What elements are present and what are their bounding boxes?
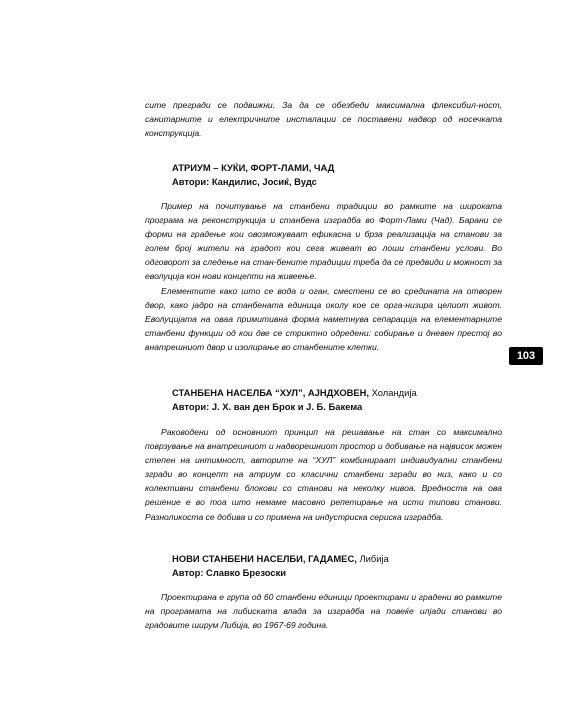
body-paragraph: Елементите како што се вода и оган, сместени се во средината на отворен двор, како јадро на станбената единица околу кое се орга-низира целиот живот. Еволуцијата на оваа примитивна форма наметнува сепарација на елементарните станбени функции од кои две се стриктно одредени: собирање и дневен престој во внатрешниот двор и изолирање во станбените клетки. xyxy=(145,285,502,352)
intro-text: сите прегради се подвижни. За да се обезбеди максимална флексибил-ност, санитарните и електричните инсталации се поставени надвор од носечката конструкција. xyxy=(145,100,502,139)
section-ghadames-settlements xyxy=(172,552,502,579)
section-country: Либија xyxy=(359,553,389,564)
section-title: АТРИУМ – КУЌИ, ФОРТ-ЛАМИ, ЧАД xyxy=(172,162,335,173)
body-paragraph: Проектирана е група од 60 станбени единици проектирани и градени во рамките на програмата на либиската влада за изградба на повеќе илјади станови во градовите ширум Либија, во 1967-69 година. xyxy=(145,592,502,631)
intro-paragraph xyxy=(145,98,502,140)
section-hul-body xyxy=(145,425,502,524)
page-number-badge: 103 xyxy=(509,347,543,365)
body-paragraph: Пример на почитување на станбени традиции во рамките на широката програма на реконструкција и станбена изградба во Форт-Лами (Чад). Барани се форми на градење кои овозможуваат ефикасна и брза реализација на станови за голем број жители на градот кои сега живеат во лоши станбени услови. Во одговорот за следење на стан-бените традиции треба да се предвиди и можност за еволуција кон нови концепти на живеење. xyxy=(145,201,502,282)
section-authors: Автори: Кандилис, Јосиќ, Вудс xyxy=(172,175,317,187)
body-paragraph: Раководени од основниот принцип на решавање на стан со максимално поврзување на внатрешниот и надворешниот простор и добивање на највисок можен степен на интимност, авторите на “ХУЛ” комбинираат индивидуални станбени згради во концепт на атриум со класични станбени згради во низ, како и со колективни станбени блокови со станови на неколку нивоа. Вредноста на ова решение е во тоа што немаме масовно репетирање на исти типови станови. Разноликоста се добива и со примена на индустриска сериска изградба. xyxy=(145,427,502,522)
section-hul-settlement xyxy=(172,386,502,413)
section-atrium-houses xyxy=(172,161,502,188)
section-heading xyxy=(172,552,502,566)
section-country: Холандија xyxy=(371,387,417,398)
section-heading xyxy=(172,161,502,175)
section-heading xyxy=(172,386,502,400)
section-ghadames-body xyxy=(145,590,502,632)
section-title: СТАНБЕНА НАСЕЛБА “ХУЛ”, АЈНДХОВЕН, xyxy=(172,387,370,398)
section-title: НОВИ СТАНБЕНИ НАСЕЛБИ, ГАДАМЕС, xyxy=(172,553,357,564)
section-authors: Автори: Ј. Х. ван ден Брок и Ј. Б. Бакема xyxy=(172,400,363,412)
section-atrium-body xyxy=(145,199,502,354)
section-authors: Автор: Славко Брезоски xyxy=(172,566,287,578)
